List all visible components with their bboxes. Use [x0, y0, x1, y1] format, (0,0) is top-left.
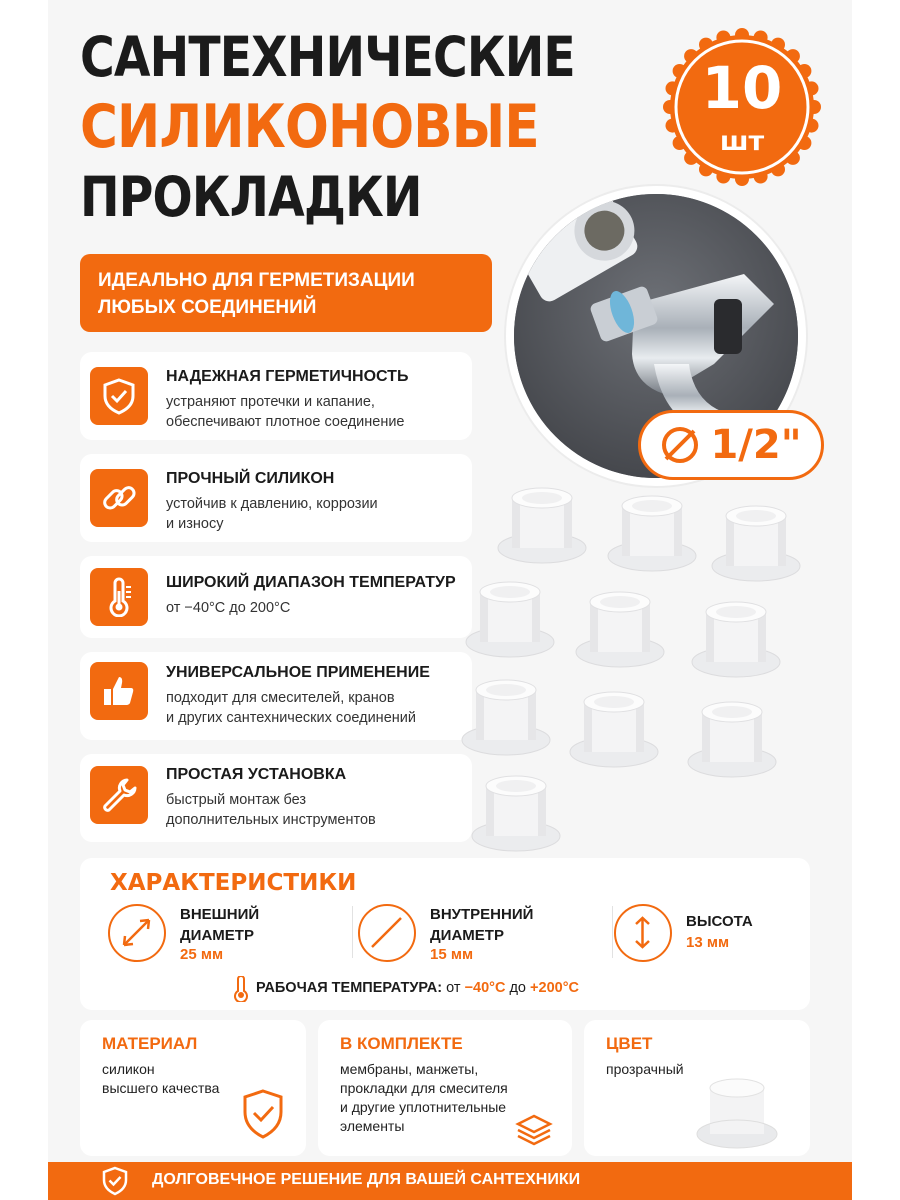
kit-line-4: элементы [340, 1118, 405, 1134]
feature-desc-1: от −40°С до 200°С [166, 600, 291, 616]
outer-diameter [108, 904, 308, 964]
thread-size-pill [638, 410, 824, 480]
color-card [584, 1020, 810, 1156]
outer-label-2: ДИАМЕТР [180, 927, 254, 944]
inner-value: 15 мм [430, 946, 474, 963]
feature-title: НАДЕЖНАЯ ГЕРМЕТИЧНОСТЬ [166, 368, 409, 385]
shield-check-icon [100, 1166, 130, 1200]
material-text [102, 1060, 219, 1098]
feature-title: ШИРОКИЙ ДИАПАЗОН ТЕМПЕРАТУР [166, 574, 456, 591]
feature-desc-1: устраняют протечки и капание, [166, 394, 375, 410]
kit-card [318, 1020, 572, 1156]
gasket-item [494, 482, 590, 577]
gasket-item [458, 674, 554, 769]
inner-label-2: ДИАМЕТР [430, 927, 504, 944]
height-value: 13 мм [686, 934, 730, 951]
operating-temperature [256, 980, 579, 996]
title-line-3: ПРОКЛАДКИ [80, 165, 422, 229]
gasket-sample [692, 1074, 782, 1159]
feature-desc-2: и других сантехнических соединений [166, 710, 416, 726]
title-line-2: СИЛИКОНОВЫЕ [80, 92, 539, 162]
material-line-1: силикон [102, 1061, 155, 1077]
feature-desc-2: и износу [166, 516, 224, 532]
height-icon [614, 904, 672, 962]
outer-diameter-icon [108, 904, 166, 962]
feature-desc-1: подходит для смесителей, кранов [166, 690, 395, 706]
temperature-from-word: от [446, 980, 461, 996]
material-card [80, 1020, 306, 1156]
kit-line-1: мембраны, манжеты, [340, 1061, 479, 1077]
color-title: ЦВЕТ [606, 1034, 653, 1053]
kit-title: В КОМПЛЕКТЕ [340, 1034, 463, 1053]
wrench-icon [90, 766, 148, 824]
quantity-badge [663, 28, 821, 186]
inner-label-1: ВНУТРЕННИЙ [430, 906, 534, 923]
gasket-item [604, 490, 700, 585]
shield-check-icon [90, 367, 148, 425]
material-line-2: высшего качества [102, 1080, 220, 1096]
title-line-1: САНТЕХНИЧЕСКИЕ [80, 25, 575, 89]
feature-universal [80, 652, 472, 740]
feature-title: ПРОСТАЯ УСТАНОВКА [166, 766, 347, 783]
banner-line-2: ЛЮБЫХ СОЕДИНЕНИЙ [98, 297, 317, 318]
kit-text [340, 1060, 508, 1136]
layers-icon [514, 1112, 554, 1153]
gasket-item [468, 770, 564, 865]
quality-shield-icon [240, 1088, 286, 1145]
feature-installation [80, 754, 472, 842]
outer-label-1: ВНЕШНИЙ [180, 906, 260, 923]
chain-link-icon [90, 469, 148, 527]
kit-line-3: и другие уплотнительные [340, 1099, 507, 1115]
feature-temperature [80, 556, 472, 638]
gasket-item [688, 596, 784, 691]
footer-bar [48, 1162, 852, 1200]
characteristics-panel [80, 858, 810, 1010]
color-value: прозрачный [606, 1061, 684, 1077]
gasket-item [572, 586, 668, 681]
temperature-label: РАБОЧАЯ ТЕМПЕРАТУРА: [256, 980, 443, 996]
material-title: МАТЕРИАЛ [102, 1034, 198, 1053]
feature-desc-2: дополнительных инструментов [166, 812, 376, 828]
footer-text: ДОЛГОВЕЧНОЕ РЕШЕНИЕ ДЛЯ ВАШЕЙ САНТЕХНИКИ [152, 1171, 581, 1188]
height-spec [614, 904, 784, 964]
inner-diameter [358, 904, 568, 964]
badge-unit: шт [719, 126, 765, 157]
diameter-icon [660, 425, 700, 465]
characteristics-heading: ХАРАКТЕРИСТИКИ [110, 870, 357, 896]
thermometer-icon [90, 568, 148, 626]
divider [352, 906, 353, 958]
gasket-item [462, 576, 558, 671]
subtitle-banner [80, 254, 492, 332]
feature-desc-2: обеспечивают плотное соединение [166, 414, 405, 430]
inner-diameter-icon [358, 904, 416, 962]
kit-line-2: прокладки для смесителя [340, 1080, 508, 1096]
banner-line-1: ИДЕАЛЬНО ДЛЯ ГЕРМЕТИЗАЦИИ [98, 270, 415, 291]
temperature-from: −40°С [464, 980, 506, 996]
gasket-item [566, 686, 662, 781]
thermometer-small-icon [232, 976, 250, 1007]
temperature-to: +200°С [530, 980, 579, 996]
thumbs-up-icon [90, 662, 148, 720]
feature-title: ПРОЧНЫЙ СИЛИКОН [166, 470, 335, 487]
feature-desc-1: быстрый монтаж без [166, 792, 307, 808]
feature-sealing [80, 352, 472, 440]
divider [612, 906, 613, 958]
height-label: ВЫСОТА [686, 913, 753, 930]
feature-desc-1: устойчив к давлению, коррозии [166, 496, 378, 512]
outer-value: 25 мм [180, 946, 224, 963]
feature-title: УНИВЕРСАЛЬНОЕ ПРИМЕНЕНИЕ [166, 664, 430, 681]
badge-count: 10 [701, 54, 783, 122]
product-infographic [48, 0, 852, 1200]
feature-silicone [80, 454, 472, 542]
gasket-item [684, 696, 780, 791]
gasket-item [708, 500, 804, 595]
thread-size-label: 1/2" [710, 422, 802, 468]
temperature-to-word: до [509, 980, 526, 996]
